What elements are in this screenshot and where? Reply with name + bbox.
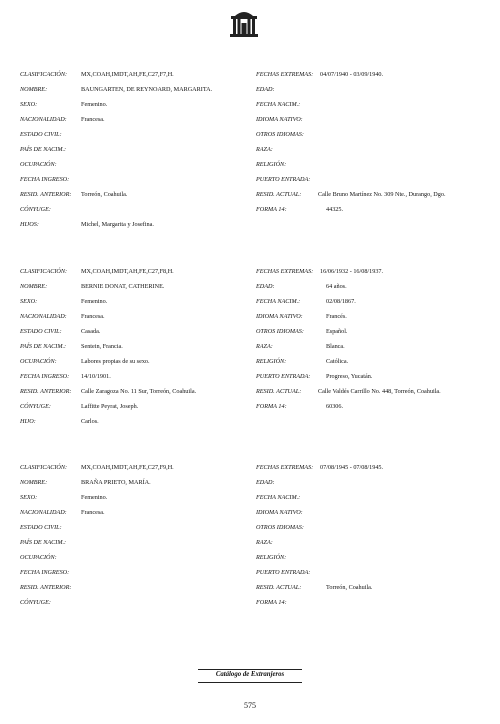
footer-rule-bottom — [198, 682, 302, 683]
page-number: 575 — [244, 701, 256, 710]
footer-rule-top — [198, 669, 302, 670]
footer-title: Catálogo de Extranjeros — [215, 671, 285, 678]
monument-logo-icon — [226, 8, 262, 38]
